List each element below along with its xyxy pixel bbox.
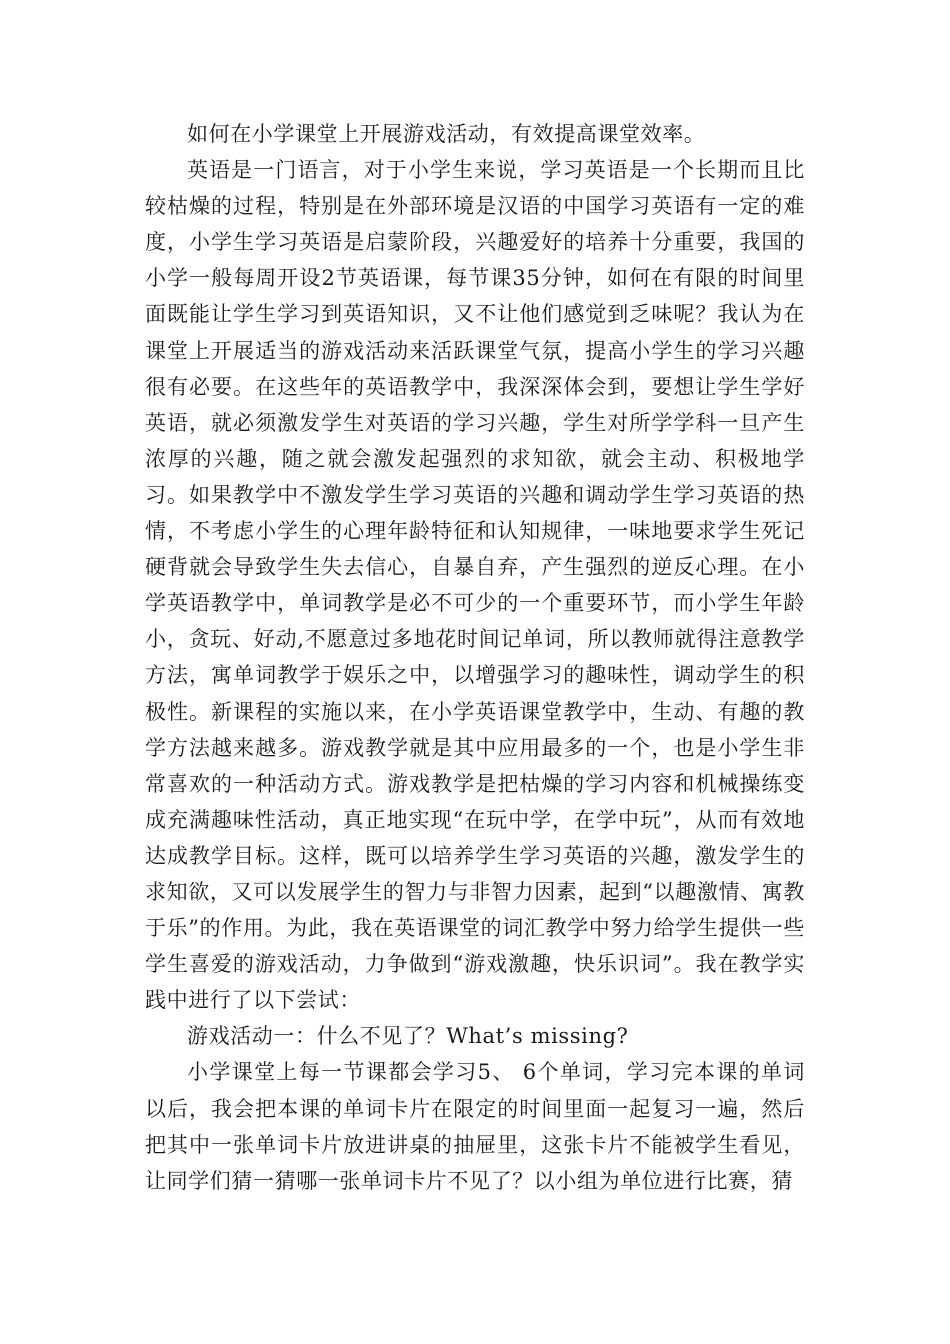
document-page xyxy=(145,116,805,1199)
body-paragraph-activity: 小学课堂上每一节课都会学习5、 6个单词，学习完本课的单词以后，我会把本课的单词卡片在限定的时间里面一起复习一遍，然后把其中一张单词卡片放进讲桌的抽屉里，这张卡片不能被学生看见，让同学们猜一猜哪一张单词卡片不见了？以小组为单位进行比赛，猜 xyxy=(145,1060,805,1193)
activity-heading-text: 游戏活动一：什么不见了？What’s missing? xyxy=(187,1024,629,1049)
body-paragraph-intro: 英语是一门语言，对于小学生来说，学习英语是一个长期而且比较枯燥的过程，特别是在外部环境是汉语的中国学习英语有一定的难度，小学生学习英语是启蒙阶段，兴趣爱好的培养十分重要，我国的小学一般每周开设2节英语课，每节课35分钟，如何在有限的时间里面既能让学生学习到英语知识，又不让他们感觉到乏味呢？我认为在课堂上开展适当的游戏活动来活跃课堂气氛，提高小学生的学习兴趣很有必要。在这些年的英语教学中，我深深体会到，要想让学生学好英语，就必须激发学生对英语的学习兴趣，学生对所学学科一旦产生浓厚的兴趣，随之就会激发起强烈的求知欲，就会主动、积极地学习。如果教学中不激发学生学习英语的兴趣和调动学生学习英语的热情，不考虑小学生的心理年龄特征和认知规律，一味地要求学生死记硬背就会导致学生失去信心，自暴自弃，产生强烈的逆反心理。在小学英语教学中，单词教学是必不可少的一个重要环节，而小学生年龄小，贪玩、好动,不愿意过多地花时间记单词，所以教师就得注意教学方法，寓单词教学于娱乐之中，以增强学习的趣味性，调动学生的积极性。新课程的实施以来，在小学英语课堂教学中，生动、有趣的教学方法越来越多。游戏教学就是其中应用最多的一个，也是小学生非常喜欢的一种活动方式。游戏教学是把枯燥的学习内容和机械操练变成充满趣味性活动，真正地实现“在玩中学，在学中玩”，从而有效地达成教学目标。这样，既可以培养学生学习英语的兴趣，激发学生的求知欲，又可以发展学生的智力与非智力因素，起到“以趣激情、寓教于乐”的作用。为此，我在英语课堂的词汇教学中努力给学生提供一些学生喜爱的游戏活动，力争做到“游戏激趣，快乐识词”。我在教学实践中进行了以下尝试： xyxy=(145,158,805,1013)
document-title: 如何在小学课堂上开展游戏活动，有效提高课堂效率。 xyxy=(187,122,706,146)
activity-heading xyxy=(145,1018,805,1054)
